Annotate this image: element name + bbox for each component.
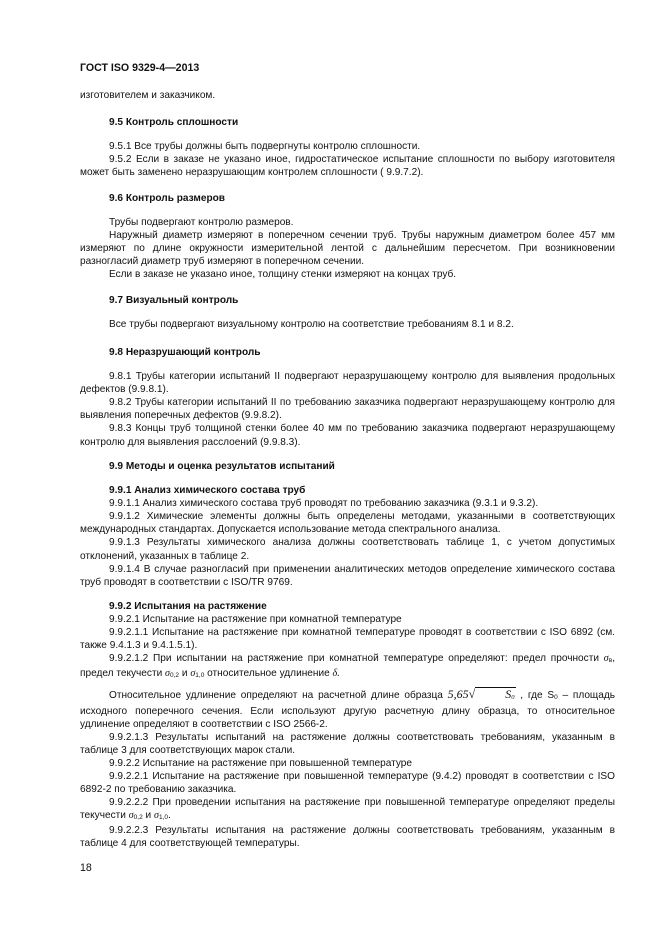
document-header: ГОСТ ISO 9329-4—2013 [80,62,200,74]
paragraph: 9.8.1 Трубы категории испытаний II подвергают неразрушающему контролю для выявления продольных дефектов (9.9.8.1). [80,371,615,396]
paragraph-tensile-strength: 9.9.2.1.2 При испытании на растяжение при комнатной температуре определяют: предел прочности σв, предел текучести σ0,2 и σ1,0 относительное удлинение δ. [80,653,615,680]
paragraph: Все трубы подвергают визуальному контролю на соответствие требованиям 8.1 и 8.2. [109,319,514,331]
paragraph: 9.9.2.2.1 Испытание на растяжение при повышенной температуре (9.4.2) проводят в соответствии с ISO 6892-2 по требованию заказчика. [80,770,615,796]
subsection-title: 9.9.2 Испытания на растяжение [109,600,267,612]
sigma-symbol: σ [153,810,159,822]
paragraph: 9.9.2.1 Испытание на растяжение при комнатной температуре [109,613,402,625]
paragraph: 9.9.1.4 В случае разногласий при применении аналитических методов определение химического состава труб проводят в соответствии с ISO/TR 9769. [80,563,615,588]
paragraph: 9.9.1.3 Результаты химического анализа должны соответствовать таблице 1, с учетом допустимых отклонений, указанных в таблице 2. [80,537,615,562]
paragraph: 9.9.2.2.3 Результаты испытания на растяжение должны соответствовать требованиям, указанным в таблице 4 для соответствующей температуры. [80,825,615,850]
sigma-symbol: σ [190,668,196,680]
section-9-9 [80,460,615,851]
paragraph: 9.5.2 Если в заказе не указано иное, гидростатическое испытание сплошности по выбору изготовителя может быть заменено неразрушающим контролем сплошности ( 9.9.7.2). [80,154,615,179]
paragraph: Наружный диаметр измеряют в поперечном сечении труб. Трубы наружным диаметром более 457 мм измеряют по длине окружности измерительной лентой с дальнейшим пересчетом. При возникновении разногласий диаметр труб измеряют в поперечном сечении. [80,230,615,268]
gauge-formula: 5,65√ S0 [448,687,516,701]
section-title: 9.7 Визуальный контроль [109,295,239,306]
sigma-symbol: σ [165,668,171,680]
paragraph: 9.9.1.2 Химические элементы должны быть определены методами, указанными в соответствующих международных стандартах. Допускается использование метода спектрального анализа. [80,511,615,536]
section-title: 9.8 Неразрушающий контроль [109,347,261,358]
section-9-8 [80,346,615,449]
continuation-text: изготовителем и заказчиком. [80,90,216,101]
section-9-6 [80,192,615,282]
sigma-symbol: σ [128,810,134,822]
paragraph: 9.9.1.1 Анализ химического состава труб проводят по требованию заказчика (9.3.1 и 9.3.2). [109,498,539,510]
subsection-title: 9.9.1 Анализ химического состава труб [109,485,306,497]
section-9-5 [80,116,615,179]
paragraph: 9.8.3 Концы труб толщиной стенки более 40 мм по требованию заказчика подвергают неразрушающему контролю для выявления расслоений (9.9.8.3). [80,423,615,448]
paragraph: 9.9.2.1.3 Результаты испытаний на растяжение должны соответствовать требованиям, указанным в таблице 3 для соответствующих марок стали. [80,731,615,756]
paragraph-yield-strength: 9.9.2.2.2 При проведении испытания на растяжение при повышенной температуре определяют пределы текучести σ0,2 и σ1,0. [80,797,615,822]
paragraph-gauge-length: Относительное удлинение определяют на расчетной длине образца 5,65√ S0 , где S0 – площадь исходного поперечного сечения. Если используют другую расчетную длину образца, то относительное удлинение определяют в соответствии с ISO 2566-2. [80,687,615,730]
section-title: 9.6 Контроль размеров [109,193,225,204]
section-title: 9.9 Методы и оценка результатов испытаний [109,461,335,472]
section-title: 9.5 Контроль сплошности [109,117,239,128]
paragraph: Если в заказе не указано иное, толщину стенки измеряют на концах труб. [109,269,457,281]
paragraph: 9.8.2 Трубы категории испытаний II по требованию заказчика подвергают неразрушающему контролю для выявления поперечных дефектов (9.9.8.2). [80,397,615,422]
sigma-symbol: σ [603,653,609,665]
section-9-7 [80,294,615,331]
paragraph: 9.9.2.2 Испытание на растяжение при повышенной температуре [109,757,412,769]
delta-symbol: δ. [332,668,340,680]
page-number: 18 [80,862,92,874]
paragraph: 9.5.1 Все трубы должны быть подвергнуты контролю сплошности. [109,141,421,153]
paragraph: 9.9.2.1.1 Испытание на растяжение при комнатной температуре проводят в соответствии с ISO 6892 (см. также 9.4.1.3 и 9.4.1.5.1). [80,627,615,652]
paragraph: Трубы подвергают контролю размеров. [109,217,294,229]
